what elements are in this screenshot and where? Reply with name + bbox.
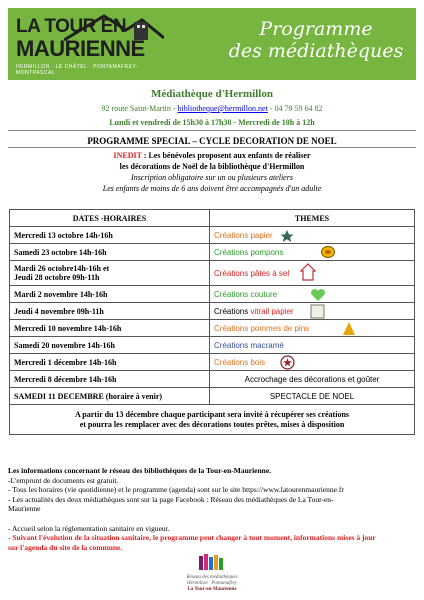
theme-label: Créations bbox=[214, 306, 251, 316]
opening-hours: Lundi et vendredi de 15h30 à 17h30 - Mercredi de 10h à 12h bbox=[109, 118, 315, 127]
theme-label: Créations pommes de pins bbox=[214, 323, 310, 333]
heart-icon bbox=[310, 288, 326, 302]
row-theme bbox=[210, 227, 415, 244]
row-theme bbox=[210, 303, 415, 320]
table-note-row bbox=[10, 405, 415, 435]
library-info bbox=[0, 88, 424, 129]
column-header-dates: DATES -HORAIRES bbox=[10, 210, 210, 227]
footer-line: Maurienne bbox=[8, 504, 41, 513]
row-theme bbox=[210, 320, 415, 337]
theme-label: Créations papier bbox=[214, 230, 273, 240]
phone: 04 79 59 64 82 bbox=[274, 104, 323, 113]
table-row bbox=[10, 261, 415, 286]
row-date: Mercredi 10 novembre 14h-16h bbox=[10, 320, 210, 337]
programme-description bbox=[0, 150, 424, 194]
footer-title: Les informations concernant le réseau des bibliothèques de la Tour-en-Maurienne. bbox=[8, 466, 272, 475]
row-date: Samedi 20 novembre 14h-16h bbox=[10, 337, 210, 354]
table-row bbox=[10, 286, 415, 303]
table-row bbox=[10, 354, 415, 371]
row-theme bbox=[210, 244, 415, 261]
table-row bbox=[10, 320, 415, 337]
inedit-label: INEDIT bbox=[113, 151, 142, 160]
row-theme: SPECTACLE DE NOEL bbox=[210, 388, 415, 405]
frame-icon bbox=[310, 304, 326, 319]
table-header-row bbox=[10, 210, 415, 227]
email-link[interactable]: bibliotheque@hermillon.net bbox=[177, 104, 268, 113]
theme-label: Créations bois bbox=[214, 357, 266, 367]
row-date: Jeudi 4 novembre 09h-11h bbox=[10, 303, 210, 320]
divider bbox=[8, 130, 416, 131]
address: 92 route Saint-Martin bbox=[101, 104, 171, 113]
row-date: Mercredi 1 décembre 14h-16h bbox=[10, 354, 210, 371]
la-tour-en-maurienne-logo bbox=[14, 12, 164, 76]
note-line2: et pourra les remplacer avec des décorations toutes prêtes, mises à disposition bbox=[79, 419, 345, 429]
row-date bbox=[10, 261, 210, 286]
description-line1: : Les bénévoles proposent aux enfants de réaliser bbox=[141, 151, 311, 160]
divider bbox=[8, 147, 416, 148]
footer-line: - Tous les horaires (vie quotidienne) et le programme (agenda) sont sur le site https://www.latourenmaurienne.fr bbox=[8, 485, 344, 494]
footer-line: - Les actualités des deux médiathèques sont sur la page Facebook : Réseau des médiathèques de La Tour-en- bbox=[8, 494, 334, 504]
library-contact: 92 route Saint-Martin - bibliotheque@hermillon.net - 04 79 59 64 82 bbox=[101, 104, 323, 113]
table-row bbox=[10, 244, 415, 261]
description-line2: les décorations de Noël de la bibliothèque d'Hermillon bbox=[119, 162, 305, 171]
reseau-logo bbox=[160, 554, 264, 594]
logo-line1: LA TOUR EN bbox=[16, 16, 127, 37]
logo-text: La Tour-en-Maurienne bbox=[187, 587, 237, 592]
row-date: Samedi 23 octobre 14h-16h bbox=[10, 244, 210, 261]
row-date: Mercredi 13 octobre 14h-16h bbox=[10, 227, 210, 244]
theme-label: Créations pompons bbox=[214, 247, 284, 257]
logo-line2: MAURIENNE bbox=[16, 36, 145, 61]
row-date: Mardi 2 novembre 14h-16h bbox=[10, 286, 210, 303]
theme-label: Créations pâtes à sel bbox=[214, 268, 290, 278]
theme-label-accent: vitrail papier bbox=[250, 306, 294, 316]
description-line4: Les enfants de moins de 6 ans doivent être accompagnés d'un adulte bbox=[102, 184, 322, 193]
note-line1: A partir du 13 décembre chaque participant sera invité à récupérer ses créations bbox=[74, 409, 350, 419]
programme-title: PROGRAMME SPECIAL – CYCLE DECORATION DE NOEL bbox=[87, 136, 337, 146]
description-line3: Inscription obligatoire sur un ou plusieurs ateliers bbox=[131, 173, 293, 182]
column-header-themes: THEMES bbox=[210, 210, 415, 227]
triangle-icon bbox=[342, 321, 356, 336]
books-icon bbox=[197, 554, 227, 570]
theme-label: Créations couture bbox=[214, 289, 278, 299]
logo-text: Hermillon · Pontamafrey bbox=[187, 581, 237, 586]
footer-warning: sur l'agenda du site de la commune. bbox=[8, 542, 123, 552]
table-row bbox=[10, 227, 415, 244]
row-theme bbox=[210, 286, 415, 303]
header-band bbox=[8, 8, 416, 80]
row-date: Mercredi 8 décembre 14h-16h bbox=[10, 371, 210, 388]
footer-line: - Accueil selon la réglementation sanitaire en vigueur. bbox=[8, 523, 170, 533]
title-line1: Programme bbox=[259, 18, 373, 40]
house-icon bbox=[300, 263, 316, 281]
title-line2: des médiathèques bbox=[228, 40, 404, 62]
footer-warning: - Suivant l'évolution de la situation sanitaire, le programme peut changer à tout moment, informations mises à jour bbox=[8, 533, 376, 542]
row-theme bbox=[210, 261, 415, 286]
star-badge-icon bbox=[280, 355, 295, 370]
page-title bbox=[218, 18, 414, 62]
table-row bbox=[10, 388, 415, 405]
row-date-line2: Jeudi 28 octobre 09h-11h bbox=[14, 273, 100, 282]
row-theme: Accrochage des décorations et goûter bbox=[210, 371, 415, 388]
network-info bbox=[8, 466, 418, 552]
table-row bbox=[10, 303, 415, 320]
pompon-icon bbox=[320, 245, 336, 259]
library-name: Médiathèque d'Hermillon bbox=[151, 88, 273, 100]
row-theme bbox=[210, 354, 415, 371]
table-row bbox=[10, 337, 415, 354]
logo-subtitle: HERMILLON · LE CHÂTEL · PONTAMAFREY-MONTPASCAL bbox=[16, 64, 138, 76]
table-row bbox=[10, 371, 415, 388]
star-icon bbox=[280, 229, 294, 243]
logo-text: Réseau des médiathèques bbox=[186, 575, 238, 580]
row-date: SAMEDI 11 DECEMBRE (horaire à venir) bbox=[10, 388, 210, 405]
theme-label: Créations macramé bbox=[214, 340, 284, 350]
row-theme bbox=[210, 337, 415, 354]
footer-line: -L'emprunt de documents est gratuit. bbox=[8, 475, 119, 485]
schedule-table bbox=[9, 209, 415, 435]
row-date-line1: Mardi 26 octobre14h-16h et bbox=[14, 264, 110, 273]
table-note bbox=[10, 405, 415, 435]
